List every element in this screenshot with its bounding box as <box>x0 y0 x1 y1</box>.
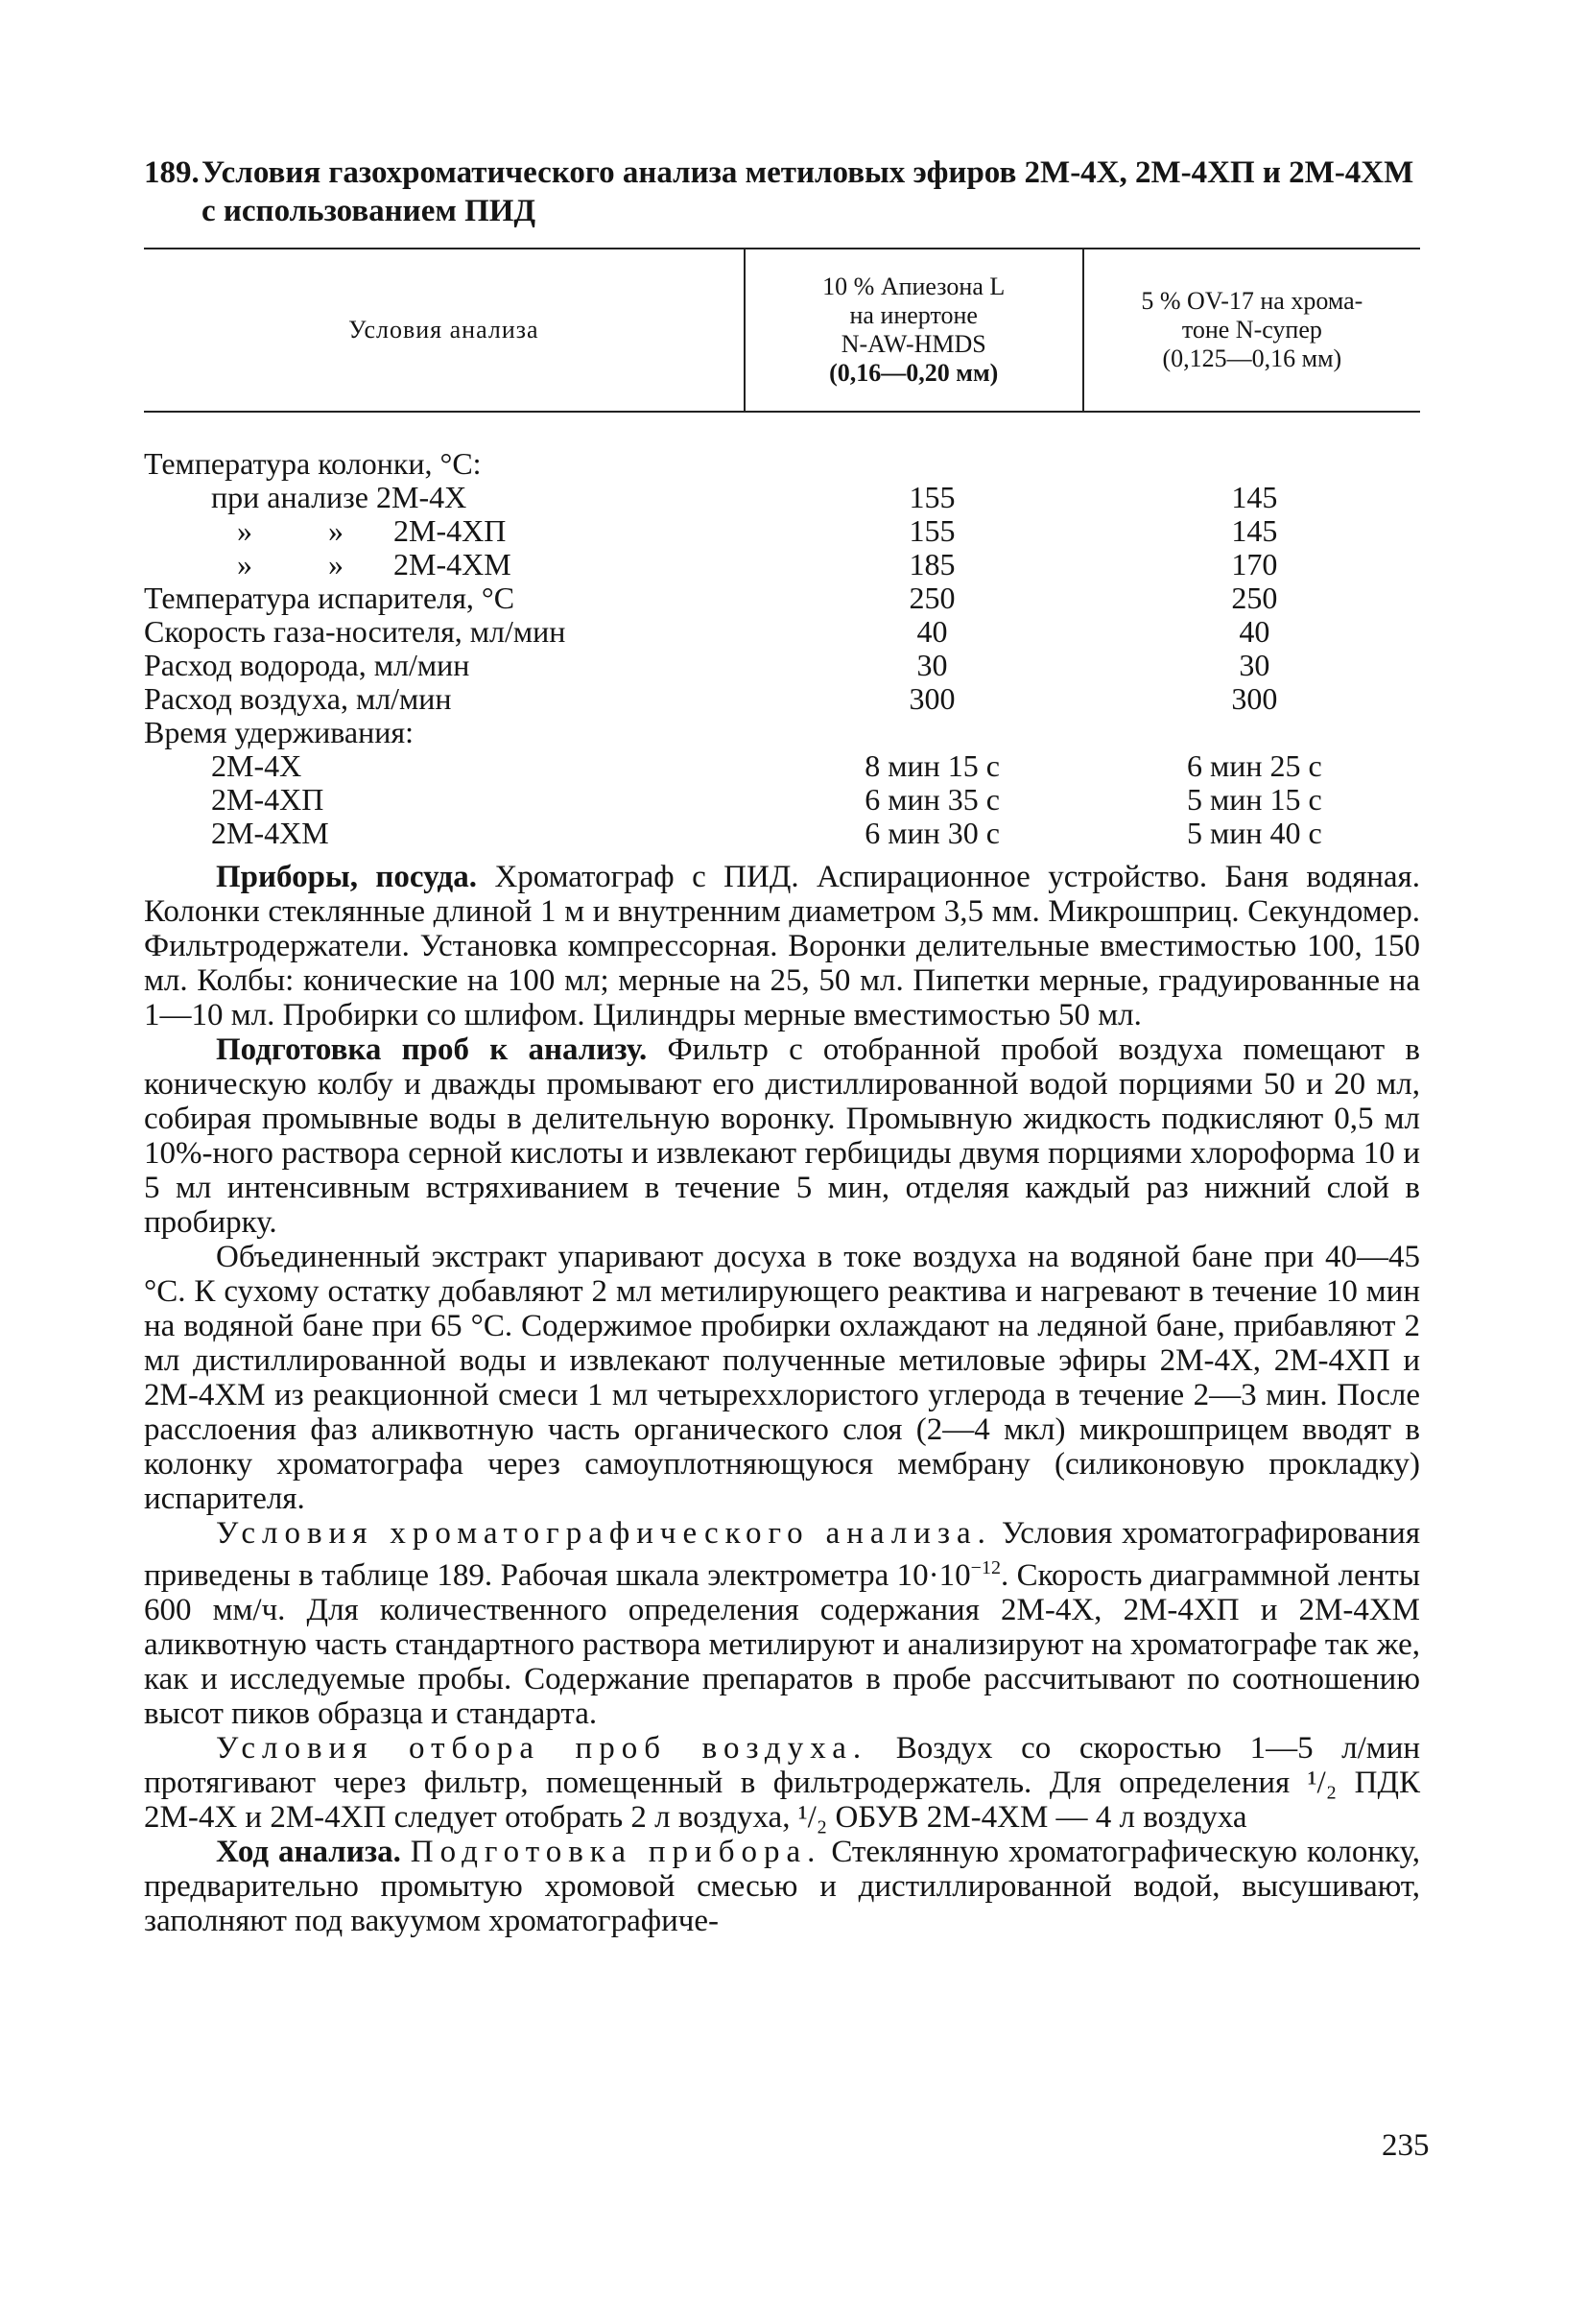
paragraph-sample-prep: Подготовка проб к анализу. Фильтр с отобранной пробой воздуха помещают в коническую колбу и дважды промывают его дистиллированной водой порциями 50 и 20 мл, собирая промывные воды в делительную воронку. Промывную жидкость подкисляют 0,5 мл 10%-ного раствора серной кислоты и извлекают гербициды двумя порциями хлороформа 10 и 5 мл интенсивным встряхиванием в течение 5 мин, отделяя каждый раз нижний слой в пробирку. <box>144 1032 1421 1240</box>
row-label: Расход воздуха, мл/мин <box>144 681 452 716</box>
paragraph-air-sampling: Условия отбора проб воздуха. Воздух со скоростью 1—5 л/мин протягивают через фильтр, помещенный в фильтродержатель. Для определения ¹/₂ ПДК 2М-4Х и 2М-4ХП следует отобрать 2 л воздуха, ¹/₂ ОБУВ 2М-4ХМ — 4 л воздуха <box>144 1731 1421 1835</box>
value-apiezon: 8 мин 15 с <box>865 748 1000 783</box>
table-row <box>144 682 1420 716</box>
value-ov17: 145 <box>1231 513 1278 548</box>
table-row <box>144 649 1420 682</box>
value-ov17 <box>1089 716 1420 749</box>
value-apiezon: 30 <box>916 648 948 682</box>
value-apiezon: 155 <box>909 513 956 548</box>
value-apiezon: 155 <box>909 480 956 514</box>
row-label: Скорость газа-носителя, мл/мин <box>144 614 566 649</box>
row-label: Температура испарителя, °С <box>144 581 515 615</box>
paragraph-procedure: Ход анализа. Подготовка прибора. Стеклянную хроматографическую колонку, предварительно промытую хромовой смесью и дистиллированной водой, высушивают, заполняют под вакуумом хроматографиче- <box>144 1835 1421 1938</box>
row-label: » » 2М-4ХП <box>237 513 507 548</box>
value-apiezon: 40 <box>916 614 948 649</box>
header-conditions: Условия анализа <box>348 316 539 344</box>
table-row <box>144 447 1420 481</box>
value-ov17: 5 мин 40 с <box>1187 816 1322 850</box>
row-label: Расход водорода, мл/мин <box>144 648 470 682</box>
table-title: Условия газохроматического анализа метиловых эфиров 2М-4Х, 2М-4ХП и 2М-4ХМ с использованием ПИД <box>201 155 1414 228</box>
paragraph-chromatography: Условия хроматографического анализа. Условия хроматографирования приведены в таблице 189. Рабочая шкала электрометра $10\cdot 10^{-12}$. Скорость диаграммной ленты 600 мм/ч. Для количественного определения содержания 2М-4Х, 2М-4ХП и 2М-4ХМ аликвотную часть стандартного раствора метилируют и анализируют на хроматографе так же, как и исследуемые пробы. Содержание препаратов в пробе рассчитывают по соотношению высот пиков образца и стандарта. <box>144 1516 1421 1731</box>
value-apiezon: 300 <box>909 681 956 716</box>
table-number: 189. <box>144 155 200 190</box>
paragraph-equipment: Приборы, посуда. Хроматограф с ПИД. Аспирационное устройство. Баня водяная. Колонки стеклянные длиной 1 м и внутренним диаметром 3,5 мм. Микрошприц. Секундомер. Фильтродержатели. Установка компрессорная. Воронки делительные вместимостью 100, 150 мл. Колбы: конические на 100 мл; мерные на 25, 50 мл. Пипетки мерные, градуированные на 1—10 мл. Пробирки со шлифом. Цилиндры мерные вместимостью 50 мл. <box>144 860 1420 1032</box>
value-ov17: 145 <box>1231 480 1278 514</box>
table-row <box>144 548 1420 581</box>
table-header <box>144 248 1420 413</box>
page-number: 235 <box>1382 2128 1430 2163</box>
header-apiezon: 10 % Апиезона L на инертоне N-AW-HMDS (0,16—0,20 мм) <box>745 249 1083 412</box>
value-ov17: 250 <box>1231 581 1278 615</box>
row-label: 2М-4Х <box>211 748 302 783</box>
value-ov17: 30 <box>1239 648 1270 682</box>
value-ov17: 40 <box>1239 614 1270 649</box>
row-label: Температура колонки, °С: <box>144 446 482 481</box>
row-label: 2М-4ХП <box>211 782 324 817</box>
table-body <box>144 447 1420 850</box>
table-row <box>144 749 1420 783</box>
value-ov17 <box>1089 447 1420 481</box>
body-text <box>144 860 1420 1938</box>
row-label: 2М-4ХМ <box>211 816 329 850</box>
table-caption <box>144 154 1420 230</box>
value-ov17: 300 <box>1231 681 1278 716</box>
row-label: Время удерживания: <box>144 715 414 749</box>
value-apiezon: 185 <box>909 547 956 581</box>
value-apiezon: 250 <box>909 581 956 615</box>
page <box>144 154 1420 1938</box>
value-apiezon <box>775 716 1088 749</box>
row-label: » » 2М-4ХМ <box>237 547 511 581</box>
table-row <box>144 716 1420 749</box>
header-ov17: 5 % OV-17 на хрома- тоне N-супер (0,125—0,16 мм) <box>1141 287 1363 372</box>
value-ov17: 6 мин 25 с <box>1187 748 1322 783</box>
table-row <box>144 615 1420 649</box>
value-ov17: 170 <box>1231 547 1278 581</box>
table-row <box>144 581 1420 615</box>
table-row <box>144 783 1420 817</box>
table-row <box>144 817 1420 850</box>
table-row <box>144 514 1420 548</box>
row-label: при анализе 2М-4Х <box>211 480 467 514</box>
value-apiezon: 6 мин 35 с <box>865 782 1000 817</box>
value-apiezon: 6 мин 30 с <box>865 816 1000 850</box>
paragraph-extraction: Объединенный экстракт упаривают досуха в токе воздуха на водяной бане при 40—45 °С. К сухому остатку добавляют 2 мл метилирующего реактива и нагревают в течение 10 мин на водяной бане при 65 °С. Содержимое пробирки охлаждают на ледяной бане, прибавляют 2 мл дистиллированной воды и извлекают полученные метиловые эфиры 2М-4Х, 2М-4ХП и 2М-4ХМ из реакционной смеси 1 мл четыреххлористого углерода в течение 2—3 мин. После расслоения фаз аликвотную часть органического слоя (2—4 мкл) микрошприцем вводят в колонку хроматографа через самоуплотняющуюся мембрану (силиконовую прокладку) испарителя. <box>144 1240 1420 1516</box>
value-apiezon <box>775 447 1088 481</box>
value-ov17: 5 мин 15 с <box>1187 782 1322 817</box>
table-row <box>144 481 1420 514</box>
